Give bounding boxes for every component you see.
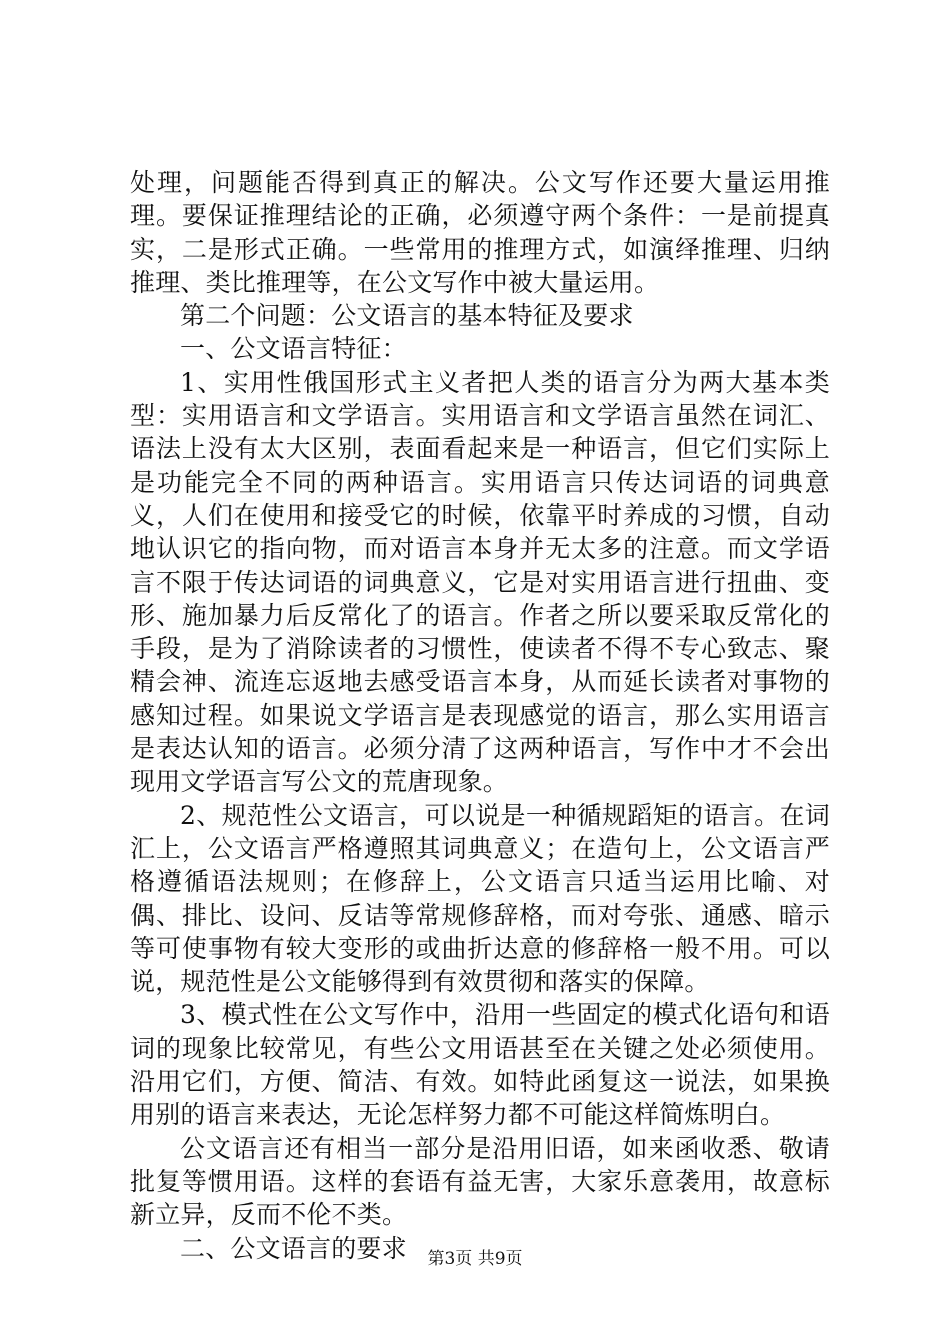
subheading-features: 一、公文语言特征： <box>180 334 407 364</box>
paragraph-pattern: 3、模式性在公文写作中，沿用一些固定的模式化语句和语词的现象比较常见，有些公文用语甚至在关键之处必须使用。沿用它们，方便、简洁、有效。如特此函复这一说法，如果换用别的语言来表达，无论怎样努力都不可能这样简炼明白。 <box>130 1000 830 1130</box>
paragraph-1: 处理，问题能否得到真正的解决。公文写作还要大量运用推理。要保证推理结论的正确，必须遵守两个条件：一是前提真实，二是形式正确。一些常用的推理方式，如演绎推理、归纳推理、类比推理等，在公文写作中被大量运用。 <box>130 168 830 297</box>
paragraph-practicality: 1、实用性俄国形式主义者把人类的语言分为两大基本类型：实用语言和文学语言。实用语言和文学语言虽然在词汇、语法上没有太大区别，表面看起来是一种语言，但它们实际上是功能完全不同的两种语言。实用语言只传达词语的词典意义，人们在使用和接受它的时候，依靠平时养成的习惯，自动地认识它的指向物，而对语言本身并无太多的注意。而文学语言不限于传达词语的词典意义，它是对实用语言进行扭曲、变形、施加暴力后反常化了的语言。作者之所以要采取反常化的手段，是为了消除读者的习惯性，使读者不得不专心致志、聚精会神、流连忘返地去感受语言本身，从而延长读者对事物的感知过程。如果说文学语言是表现感觉的语言，那么实用语言是表达认知的语言。必须分清了这两种语言，写作中才不会出现用文学语言写公文的荒唐现象。 <box>130 367 830 797</box>
paragraph-normativity: 2、规范性公文语言，可以说是一种循规蹈矩的语言。在词汇上，公文语言严格遵照其词典意义；在造句上，公文语言严格遵循语法规则；在修辞上，公文语言只适当运用比喻、对偶、排比、设问、反诘等常规修辞格，而对夸张、通感、暗示等可使事物有较大变形的或曲折达意的修辞格一般不用。可以说，规范性是公文能够得到有效贯彻和落实的保障。 <box>130 800 830 997</box>
section-heading-2: 第二个问题：公文语言的基本特征及要求 <box>180 301 634 331</box>
document-body <box>130 166 830 1265</box>
subheading-requirements: 二、公文语言的要求 <box>180 1233 407 1263</box>
paragraph-old-phrases: 公文语言还有相当一部分是沿用旧语，如来函收悉、敬请批复等惯用语。这样的套语有益无害，大家乐意袭用，故意标新立异，反而不伦不类。 <box>130 1133 830 1230</box>
page-number: 第3页 共9页 <box>427 1249 523 1269</box>
